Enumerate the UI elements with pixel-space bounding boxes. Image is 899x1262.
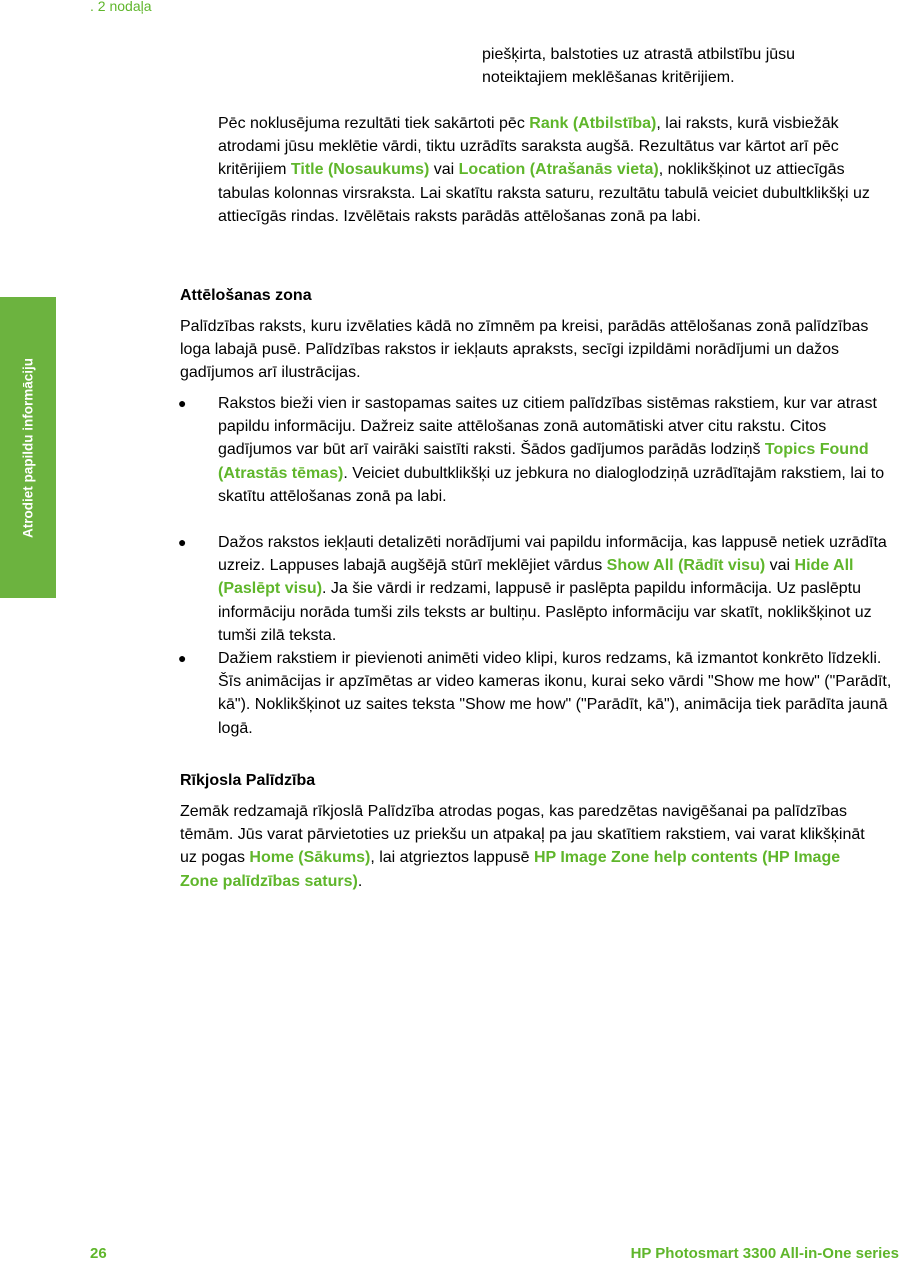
hide-all-term: Hide All (Paslēpt visu) (218, 557, 854, 598)
title-term: Title (Nosaukums) (290, 161, 430, 179)
intro-line-2: noteiktajiem meklēšanas kritērijiem. (482, 69, 735, 87)
text: , lai atgrieztos lappusē (370, 849, 534, 867)
text: vai (765, 557, 795, 575)
text: Zemāk redzamajā rīkjoslā Palīdzība atrodas pogas, kas paredzētas navigēšanai pa palīdzības tēmām. Jūs varat pārvietoties uz priekšu un atpakaļ pa jau skatītiem rakstiem, vai varat klikšķināt uz pogas (180, 803, 865, 867)
bullet-3: ● (178, 650, 187, 666)
bullet-item-1 (218, 392, 899, 508)
footer-product-title: HP Photosmart 3300 All-in-One series (630, 1245, 899, 1262)
bullet-item-3: Dažiem rakstiem ir pievienoti animēti video klipi, kuros redzams, kā izmantot konkrēto līdzekli. Šīs animācijas ir apzīmētas ar video kameras ikonu, kurai seko vārdi "Show me how" ("Parādīt, kā"). Noklikšķinot uz saites teksta "Show me how" ("Parādīt, kā"), animācija tiek parādīta jaunā logā. (218, 650, 892, 737)
topics-found-term: Topics Found (Atrastās tēmas) (218, 441, 869, 482)
rank-term: Rank (Atbilstība) (529, 115, 657, 132)
bullet-1: ● (178, 395, 187, 411)
text: . Veiciet dubultklikšķi uz jebkura no dialoglodziņā uzrādītajām rakstiem, lai to skatītu attēlošanas zonā pa labi. (218, 464, 885, 505)
text: , lai raksts, kurā visbiežāk atrodami jūsu meklētie vārdi, tiktu uzrādīts saraksta augšā. Rezultātus var kārtot arī pēc kritērijiem (218, 115, 839, 179)
text: , noklikšķinot uz attiecīgās tabulas kolonnas virsraksta. Lai skatītu raksta saturu, rezultātu tabulā veiciet dubultklikšķi uz attiecīgās rindas. Izvēlētais raksts parādās attēlošanas zonā pa labi. (218, 161, 870, 225)
text: Rakstos bieži vien ir sastopamas saites uz citiem palīdzības sistēmas rakstiem, kur var atrast papildu informāciju. Dažreiz saite attēlošanas zonā automātiski atver citu rakstu. Citos gadījumos var būt arī vairāki saistīti raksti. Šādos gadījumos parādās lodziņš (218, 395, 877, 459)
bullet-item-2 (218, 531, 899, 647)
intro-line-1: piešķirta, balstoties uz atrastā atbilstību jūsu (482, 46, 796, 63)
text: . (357, 872, 363, 890)
location-term: Location (Atrašanās vieta) (458, 161, 659, 179)
display-zone-heading: Attēlošanas zona (180, 287, 312, 304)
help-contents-term: HP Image Zone help contents (HP Image Zone palīdzības saturs) (180, 849, 841, 890)
text: vai (429, 161, 459, 179)
home-term: Home (Sākums) (249, 849, 371, 867)
chapter-header: . 2 nodaļa (90, 0, 152, 14)
text: Pēc noklusējuma rezultāti tiek sakārtoti pēc (218, 115, 530, 132)
toolbar-heading: Rīkjosla Palīdzība (180, 772, 316, 789)
bullet-2: ● (178, 534, 187, 550)
page-number: 26 (90, 1245, 107, 1262)
side-tab (0, 297, 56, 598)
intro-paragraph (482, 43, 882, 89)
display-zone-paragraph: Palīdzības raksts, kuru izvēlaties kādā no zīmnēm pa kreisi, parādās attēlošanas zonā palīdzības loga labajā pusē. Palīdzības rakstos ir iekļauts apraksts, secīgi izpildāmi norādījumi un dažos gadījumos arī ilustrācijas. (180, 318, 869, 382)
toolbar-paragraph (180, 800, 880, 893)
text: . Ja šie vārdi ir redzami, lappusē ir paslēpta papildu informācija. Uz paslēptu informāciju norāda tumši zils teksts ar bultiņu. Paslēpto informāciju var skatīt, noklikšķinot uz tumši zilā teksta. (218, 580, 872, 644)
sorting-paragraph (218, 112, 899, 228)
text: Dažos rakstos iekļauti detalizēti norādījumi vai papildu informācija, kas lappusē netiek uzrādīta uzreiz. Lappuses labajā augšējā stūrī meklējiet vārdus (218, 534, 887, 575)
side-tab-label: Atrodiet papildu informāciju (20, 357, 36, 538)
show-all-term: Show All (Rādīt visu) (606, 557, 766, 575)
